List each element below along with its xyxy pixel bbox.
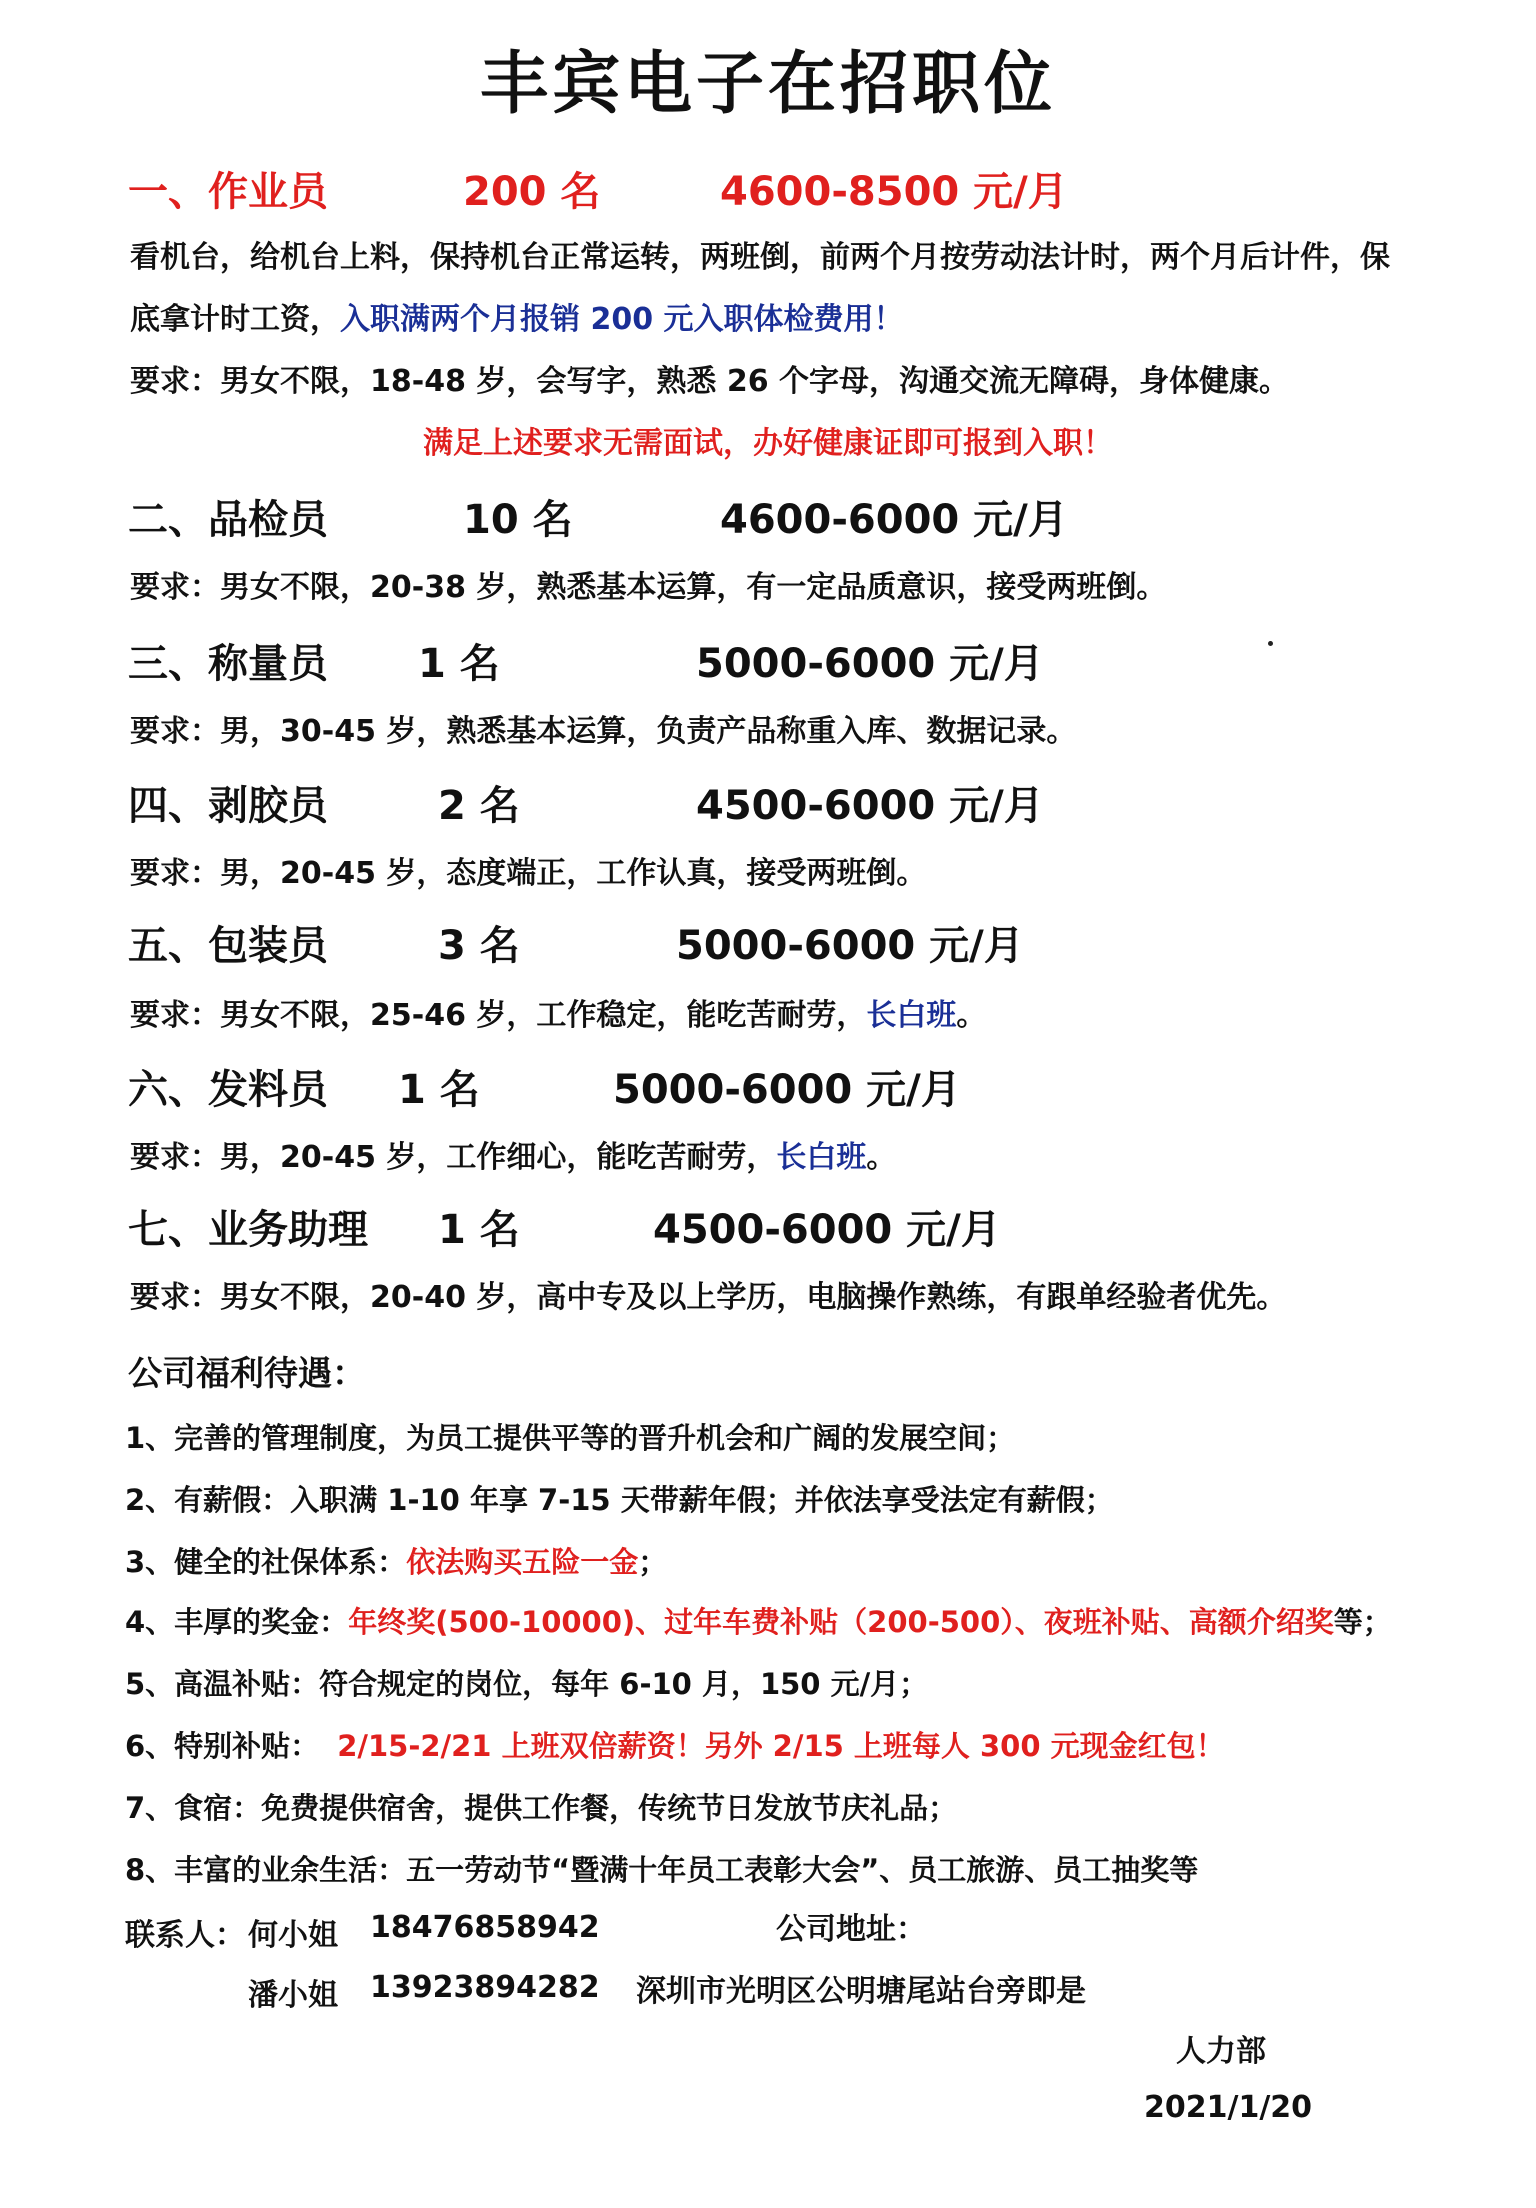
benefit-highlight: 2/15-2/21 上班双倍薪资！另外 2/15 上班每人 300 元现金红包！ [337, 1729, 1225, 1763]
job-1-desc-line-2 [130, 294, 904, 338]
job-salary: 5000-6000 元/月 [613, 1067, 961, 1113]
benefit-text: 3、健全的社保体系： [125, 1545, 407, 1579]
job-salary: 4500-6000 元/月 [696, 783, 1044, 829]
job-2-requirements: 要求：男女不限，20-38 岁，熟悉基本运算，有一定品质意识，接受两班倒。 [130, 570, 1167, 605]
benefit-item-5: 5、高温补贴：符合规定的岗位，每年 6-10 月，150 元/月； [125, 1667, 929, 1701]
job-3-requirements: 要求：男，30-45 岁，熟悉基本运算，负责产品称重入库、数据记录。 [130, 714, 1077, 749]
job-6-requirements [130, 1132, 896, 1176]
benefit-highlight: 依法购买五险一金 [406, 1545, 639, 1579]
job-5-requirements [130, 990, 986, 1034]
company-address: 深圳市光明区公明塘尾站台旁即是 [636, 1974, 1086, 2009]
benefit-item-1: 1、完善的管理制度，为员工提供平等的晋升机会和广阔的发展空间； [125, 1421, 1016, 1455]
job-4-requirements: 要求：男，20-45 岁，态度端正，工作认真，接受两班倒。 [130, 856, 927, 891]
job-count: 2 名 [438, 783, 520, 829]
req-text: 要求：男女不限，25-46 岁，工作稳定，能吃苦耐劳， [130, 998, 867, 1033]
job-count: 10 名 [463, 497, 573, 543]
job-title: 四、剥胶员 [128, 783, 328, 829]
benefit-item-3 [125, 1540, 667, 1581]
job-title: 六、发料员 [128, 1067, 328, 1113]
department: 人力部 [1176, 2034, 1266, 2069]
issue-date: 2021/1/20 [1144, 2090, 1313, 2125]
page-title: 丰宾电子在招职位 [479, 44, 1056, 124]
job-1-requirements: 要求：男女不限，18-48 岁，会写字，熟悉 26 个字母，沟通交流无障碍，身体健康。 [130, 364, 1290, 399]
job-count: 1 名 [398, 1067, 480, 1113]
contact-phone-1: 18476858942 [370, 1910, 600, 1945]
job-salary: 5000-6000 元/月 [676, 923, 1024, 969]
job-7-requirements: 要求：男女不限，20-40 岁，高中专及以上学历，电脑操作熟练，有跟单经验者优先。 [130, 1280, 1287, 1315]
contact-name-2: 潘小姐 [248, 1978, 338, 2013]
req-text: 要求：男，20-45 岁，工作细心，能吃苦耐劳， [130, 1140, 777, 1175]
req-end: 。 [956, 998, 987, 1033]
job-salary: 4500-6000 元/月 [653, 1207, 1001, 1253]
address-label: 公司地址： [776, 1912, 926, 1947]
job-title: 二、品检员 [128, 497, 328, 543]
benefit-item-6 [125, 1724, 1225, 1765]
benefit-item-8: 8、丰富的业余生活：五一劳动节“暨满十年员工表彰大会”、员工旅游、员工抽奖等 [125, 1853, 1199, 1887]
contact-phone-2: 13923894282 [370, 1970, 600, 2005]
benefit-end: 等； [1333, 1605, 1392, 1639]
benefit-item-7: 7、食宿：免费提供宿舍，提供工作餐，传统节日发放节庆礼品； [125, 1791, 958, 1825]
job-title: 一、作业员 [128, 169, 328, 215]
req-highlight: 长白班 [776, 1140, 867, 1175]
stray-dot [1268, 641, 1273, 646]
job-1-notice: 满足上述要求无需面试，办好健康证即可报到入职！ [423, 426, 1113, 461]
job-salary: 4600-6000 元/月 [720, 497, 1068, 543]
benefit-text: 6、特别补贴： [125, 1729, 320, 1763]
benefit-text: 4、丰厚的奖金： [125, 1605, 349, 1639]
job-count: 1 名 [438, 1207, 520, 1253]
job-title: 三、称量员 [128, 641, 328, 687]
job-title: 五、包装员 [128, 923, 328, 969]
job-count: 200 名 [463, 169, 601, 215]
benefit-highlight: 年终奖(500-10000)、过年车费补贴（200-500）、夜班补贴、高额介绍奖 [348, 1605, 1334, 1639]
job-count: 3 名 [438, 923, 520, 969]
desc-text: 底拿计时工资， [130, 302, 340, 337]
job-title: 七、业务助理 [128, 1207, 368, 1253]
benefit-item-2: 2、有薪假：入职满 1-10 年享 7-15 天带薪年假；并依法享受法定有薪假； [125, 1483, 1114, 1517]
contact-name-1: 何小姐 [248, 1918, 338, 1953]
benefits-heading: 公司福利待遇： [128, 1354, 366, 1394]
job-1-desc-line-1: 看机台，给机台上料，保持机台正常运转，两班倒，前两个月按劳动法计时，两个月后计件，保 [130, 240, 1390, 275]
job-salary: 4600-8500 元/月 [720, 169, 1068, 215]
contact-label: 联系人： [125, 1918, 245, 1953]
benefit-item-4 [125, 1600, 1392, 1641]
desc-highlight: 入职满两个月报销 200 元入职体检费用！ [340, 302, 904, 337]
req-highlight: 长白班 [866, 998, 957, 1033]
job-salary: 5000-6000 元/月 [696, 641, 1044, 687]
req-end: 。 [866, 1140, 897, 1175]
benefit-end: ； [638, 1545, 668, 1579]
job-count: 1 名 [418, 641, 500, 687]
